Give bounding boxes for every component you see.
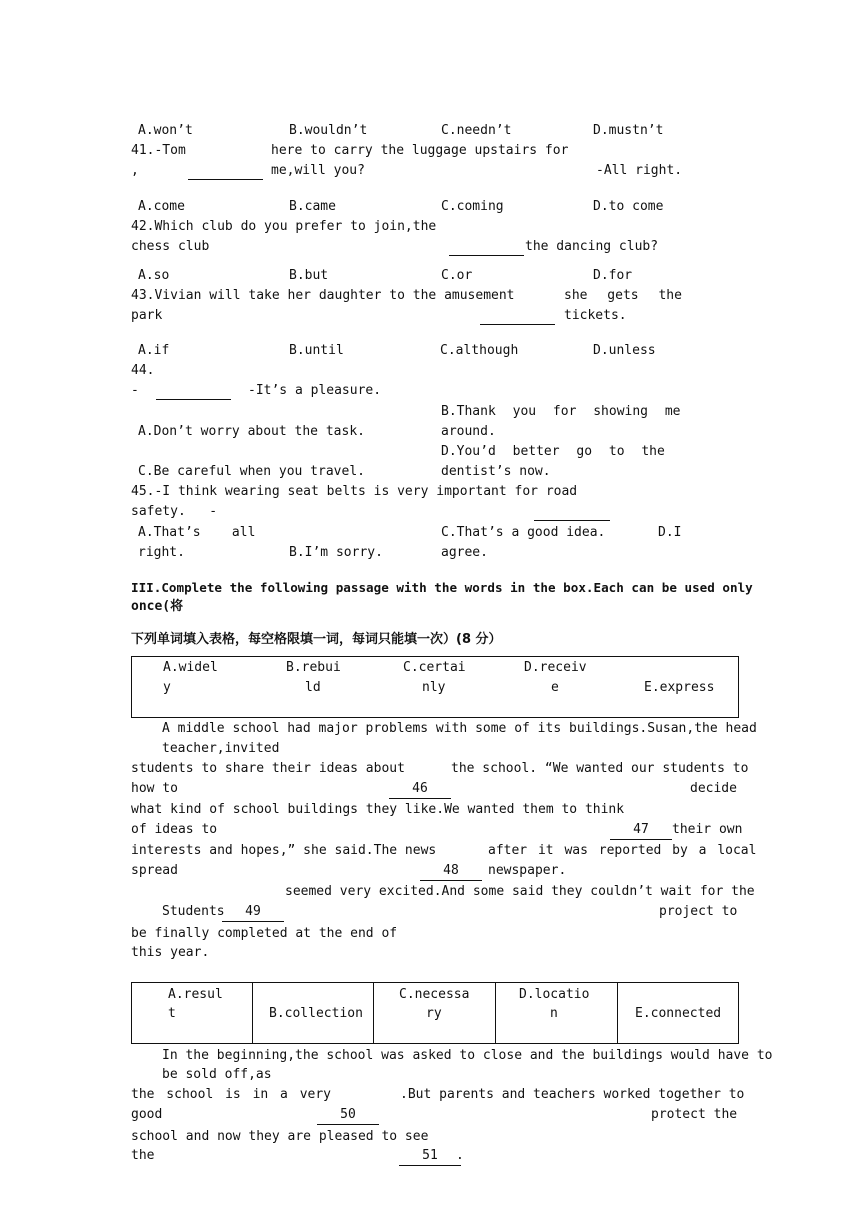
blank-number-48: 48 <box>443 863 459 878</box>
word-box-2-divider <box>373 982 374 1044</box>
passage-1-line: A middle school had major problems with some of its buildings.Susan,the head <box>162 721 757 736</box>
passage-2-line: the school is in a very <box>131 1087 332 1102</box>
passage-1-line: teacher,invited <box>162 741 280 756</box>
q41-option-d: D.to come <box>593 199 664 214</box>
passage-1-line: the school. “We wanted our students to <box>451 761 749 776</box>
blank-number-50: 50 <box>340 1107 356 1122</box>
q43-answer-blank[interactable] <box>480 324 555 325</box>
q42-answer-blank[interactable] <box>449 255 524 256</box>
blank-51[interactable] <box>399 1165 461 1166</box>
q40-option-c: C.needn’t <box>441 123 512 138</box>
word-box-2-divider <box>495 982 496 1044</box>
q43-stem-end: tickets. <box>564 308 627 323</box>
q41-option-a: A.come <box>138 199 185 214</box>
word-box-2-option-c-cont: ry <box>426 1006 442 1021</box>
q43-option-c: C.although <box>440 343 519 358</box>
passage-1-line: Students <box>162 904 225 919</box>
section-heading: III.Complete the following passage with the words in the box.Each can be used only <box>131 580 753 595</box>
word-box-1-option-c: C.certai <box>403 660 466 675</box>
passage-2-period: . <box>456 1148 464 1163</box>
q44-option-c: C.Be careful when you travel. <box>138 464 365 479</box>
blank-number-49: 49 <box>245 904 261 919</box>
q43-option-a: A.if <box>138 343 170 358</box>
passage-2-line: protect the <box>651 1107 738 1122</box>
passage-1-line: of ideas to <box>131 822 218 837</box>
q42-option-a: A.so <box>138 268 170 283</box>
passage-2-line: In the beginning,the school was asked to close and the buildings would have to <box>162 1048 773 1063</box>
blank-49[interactable] <box>222 921 284 922</box>
q43-stem-cont: park <box>131 308 163 323</box>
passage-2-line: .But parents and teachers worked together to <box>400 1087 745 1102</box>
word-box-1-option-d-cont: e <box>551 680 559 695</box>
q43-option-b: B.until <box>289 343 344 358</box>
q44-option-a: A.Don’t worry about the task. <box>138 424 365 439</box>
blank-50[interactable] <box>317 1124 379 1125</box>
q45-stem: 45.-I think wearing seat belts is very important for road <box>131 484 578 499</box>
blank-number-47: 47 <box>633 822 649 837</box>
q44-option-b: B.Thank you for showing me <box>441 404 681 419</box>
passage-1-line: how to <box>131 781 178 796</box>
section-heading-cont: once(将 <box>131 599 184 614</box>
q42-stem-cont: chess club <box>131 239 210 254</box>
q45-option-a-cont: right. <box>138 545 185 560</box>
q41-reply: -All right. <box>596 163 683 178</box>
word-box-2-divider <box>617 982 618 1044</box>
word-box-1-option-b: B.rebui <box>286 660 341 675</box>
word-box-1-option-c-cont: nly <box>422 680 446 695</box>
word-box-2-option-b: B.collection <box>269 1006 363 1021</box>
q42-option-c: C.or <box>441 268 473 283</box>
q41-stem-cont: here to carry the luggage upstairs for <box>271 143 569 158</box>
passage-2-line: be sold off,as <box>162 1067 272 1082</box>
q44-number: 44. <box>131 363 155 378</box>
q42-option-b: B.but <box>289 268 329 283</box>
passage-1-line: students to share their ideas about <box>131 761 405 776</box>
word-box-2-option-d: D.locatio <box>519 987 590 1002</box>
word-box-2-option-e: E.connected <box>635 1006 722 1021</box>
passage-2-line: school and now they are pleased to see <box>131 1129 429 1144</box>
passage-1-line: newspaper. <box>488 863 567 878</box>
q42-stem-end: the dancing club? <box>525 239 659 254</box>
q43-option-d: D.unless <box>593 343 656 358</box>
q41-stem: 41.-Tom <box>131 143 186 158</box>
word-box-2-option-a: A.resul <box>168 987 223 1002</box>
q45-option-d: D.I <box>658 525 682 540</box>
q44-reply: -It’s a pleasure. <box>248 383 382 398</box>
blank-47[interactable] <box>610 839 672 840</box>
passage-1-line: after it was reported by a local <box>488 843 757 858</box>
q45-option-b: B.I’m sorry. <box>289 545 383 560</box>
q44-option-d: D.You’d better go to the <box>441 444 665 459</box>
word-box-1-option-b-cont: ld <box>305 680 321 695</box>
blank-48[interactable] <box>420 880 482 881</box>
q40-option-d: D.mustn’t <box>593 123 664 138</box>
word-box-2-option-a-cont: t <box>168 1006 176 1021</box>
q43-stem: 43.Vivian will take her daughter to the amusement <box>131 288 515 303</box>
q41-option-c: C.coming <box>441 199 504 214</box>
word-box-1-option-d: D.receiv <box>524 660 587 675</box>
word-box-1-option-e: E.express <box>644 680 715 695</box>
q45-option-c: C.That’s a good idea. <box>441 525 606 540</box>
passage-2-line: the <box>131 1148 155 1163</box>
passage-1-line: this year. <box>131 945 210 960</box>
passage-1-line: interests and hopes,” she said.The news <box>131 843 437 858</box>
q45-answer-blank[interactable] <box>534 520 610 521</box>
q45-option-a: A.That’s all <box>138 525 256 540</box>
q40-option-b: B.wouldn’t <box>289 123 368 138</box>
passage-1-line: what kind of school buildings they like.We wanted them to think <box>131 802 625 817</box>
blank-number-46: 46 <box>412 781 428 796</box>
q45-stem-cont: safety. - <box>131 504 218 519</box>
q42-option-d: D.for <box>593 268 633 283</box>
q41-stem-end: me,will you? <box>271 163 365 178</box>
q44-option-b-cont: around. <box>441 424 496 439</box>
q44-dash: - <box>131 383 139 398</box>
word-box-1-option-a: A.widel <box>163 660 218 675</box>
q44-option-d-cont: dentist’s now. <box>441 464 551 479</box>
q41-answer-blank[interactable] <box>188 179 263 180</box>
q42-stem: 42.Which club do you prefer to join,the <box>131 219 437 234</box>
passage-1-line: seemed very excited.And some said they couldn’t wait for the <box>285 884 755 899</box>
q45-option-c-cont: agree. <box>441 545 488 560</box>
passage-1-line: spread <box>131 863 178 878</box>
word-box-1-option-a-cont: y <box>163 680 171 695</box>
word-box-2-divider <box>252 982 253 1044</box>
passage-1-line: be finally completed at the end of <box>131 926 398 941</box>
passage-1-line: decide <box>690 781 737 796</box>
word-box-2-option-d-cont: n <box>550 1006 558 1021</box>
word-box-2-option-c: C.necessa <box>399 987 470 1002</box>
q40-option-a: A.won’t <box>138 123 193 138</box>
q41-option-b: B.came <box>289 199 336 214</box>
blank-number-51: 51 <box>422 1148 438 1163</box>
q43-stem-right: she gets the <box>564 288 682 303</box>
section-instruction: 下列单词填入表格，每空格限填一词，每词只能填一次）(8 分） <box>131 632 502 647</box>
q44-answer-blank[interactable] <box>156 399 231 400</box>
blank-46[interactable] <box>389 798 451 799</box>
q41-comma: , <box>131 163 139 178</box>
passage-1-line: project to <box>659 904 738 919</box>
passage-2-line: good <box>131 1107 163 1122</box>
passage-1-line: their own <box>672 822 743 837</box>
